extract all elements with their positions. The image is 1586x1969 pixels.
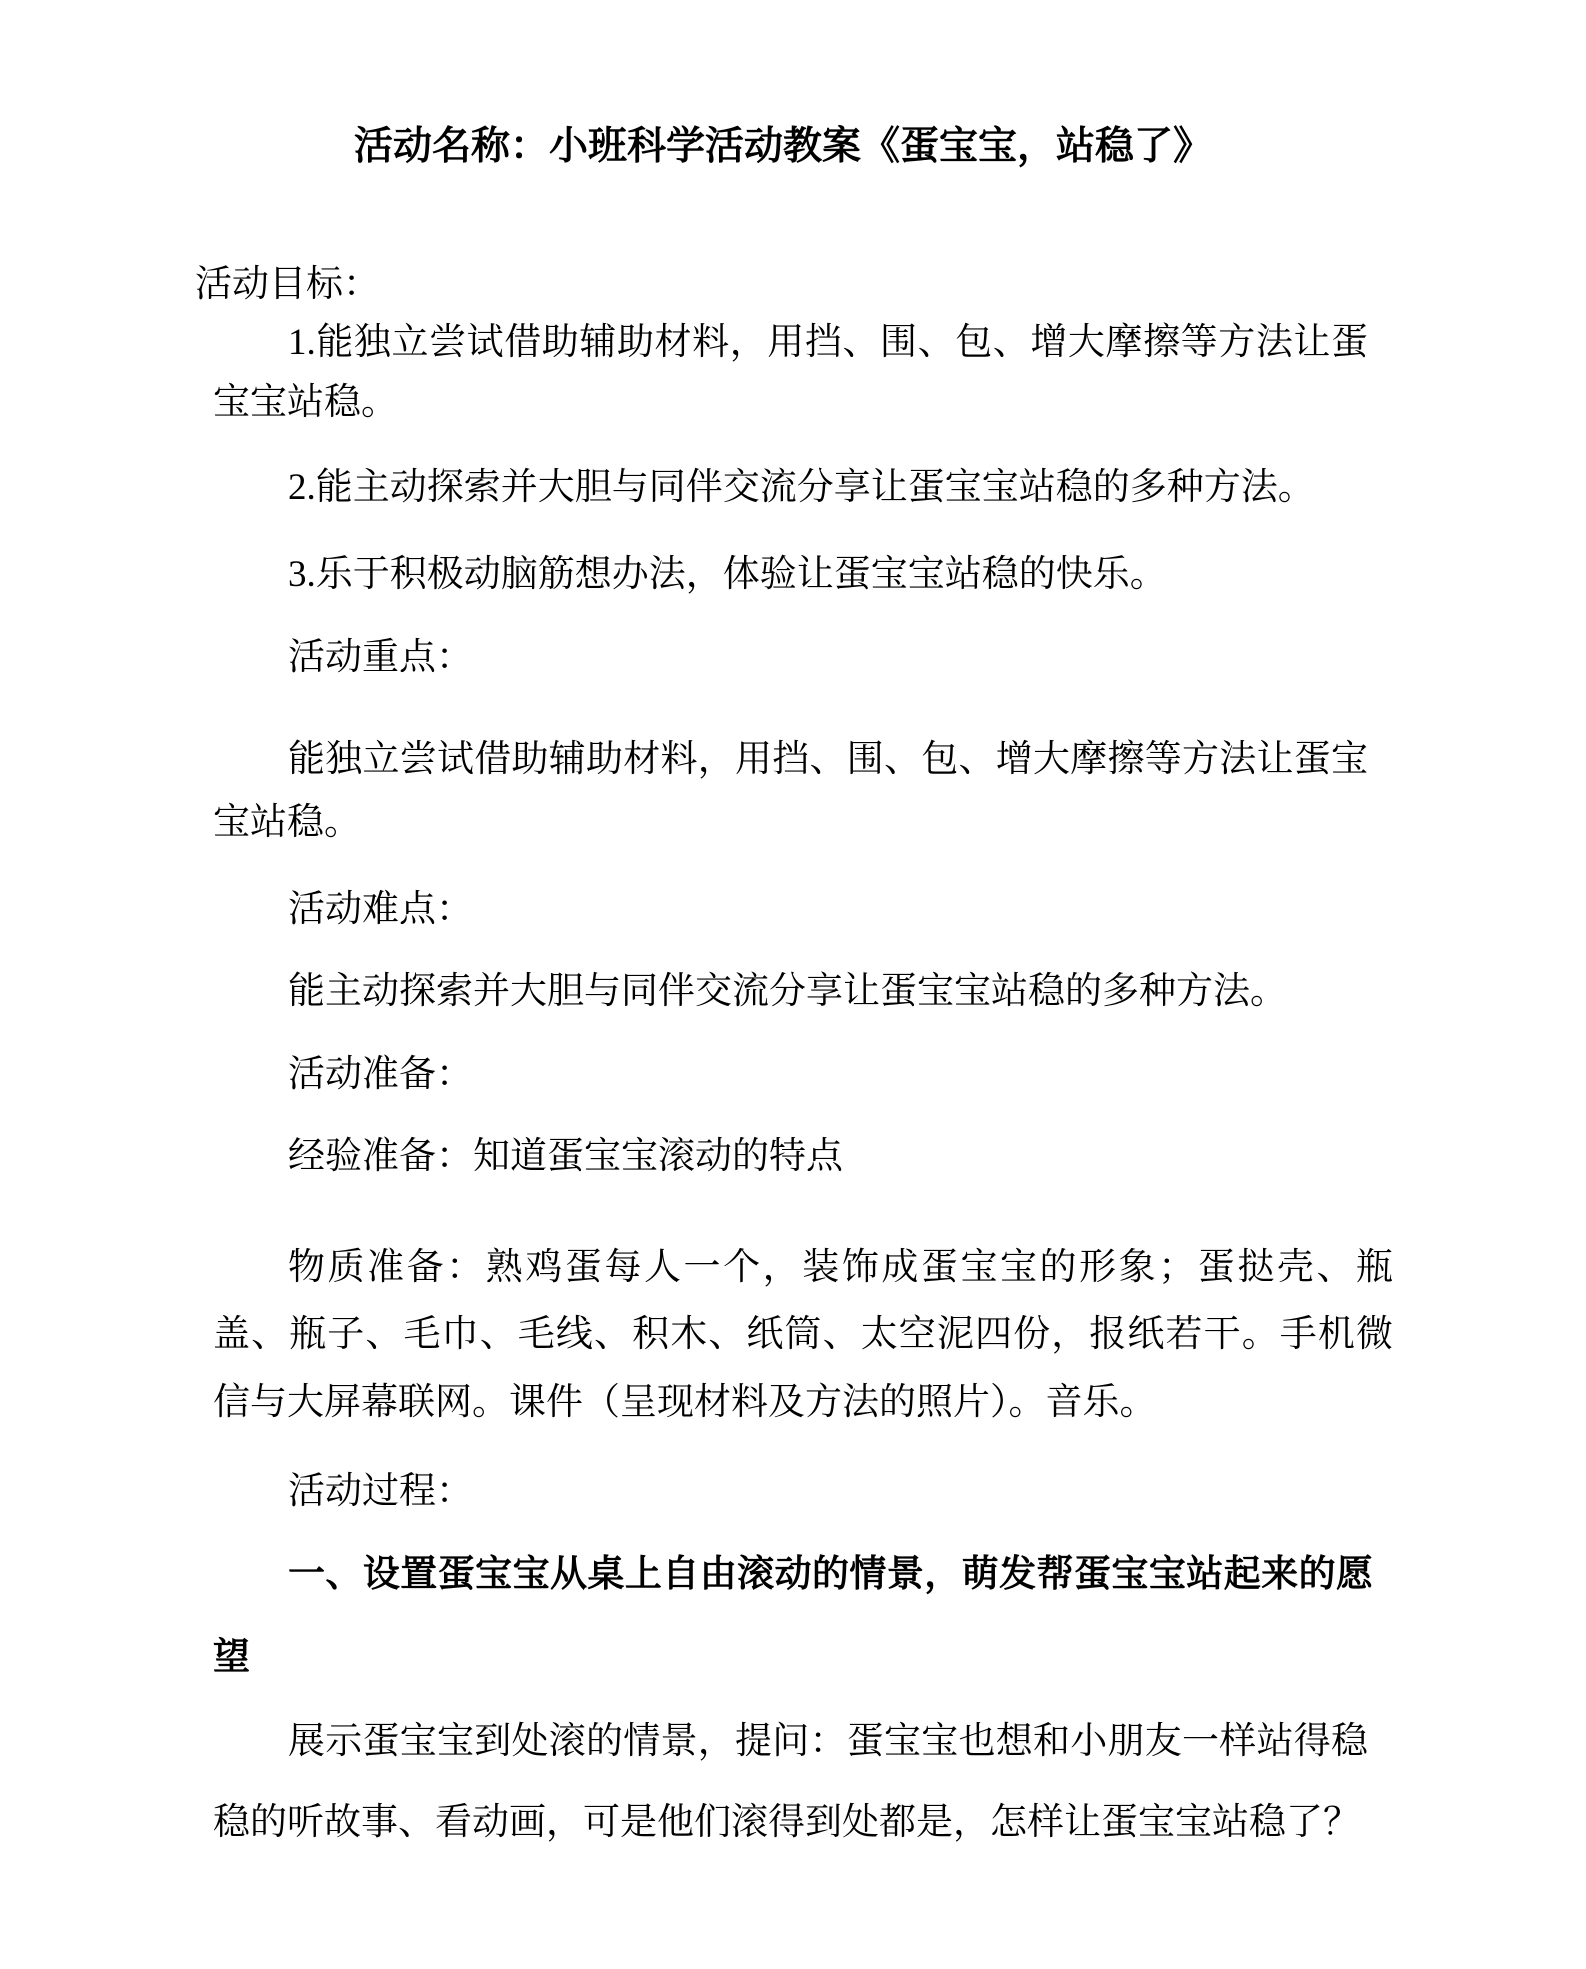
difficulty-heading: 活动难点：	[288, 889, 473, 930]
key-point-line-2: 宝站稳。	[213, 802, 361, 843]
materials-line-1: 物质准备：熟鸡蛋每人一个，装饰成蛋宝宝的形象；蛋挞壳、瓶	[288, 1247, 1393, 1288]
goal-3: 3.乐于积极动脑筋想办法，体验让蛋宝宝站稳的快乐。	[288, 554, 1167, 595]
experience-preparation: 经验准备：知道蛋宝宝滚动的特点	[288, 1136, 843, 1177]
section-1-line-1: 展示蛋宝宝到处滚的情景，提问：蛋宝宝也想和小朋友一样站得稳	[288, 1721, 1368, 1762]
materials-line-3: 信与大屏幕联网。课件（呈现材料及方法的照片）。音乐。	[213, 1382, 1157, 1423]
key-point-line-1: 能独立尝试借助辅助材料，用挡、围、包、增大摩擦等方法让蛋宝	[288, 739, 1368, 780]
difficulty-line-1: 能主动探索并大胆与同伴交流分享让蛋宝宝站稳的多种方法。	[288, 971, 1287, 1012]
key-point-heading: 活动重点：	[288, 637, 473, 678]
goal-1-line-1: 1.能独立尝试借助辅助材料，用挡、围、包、增大摩擦等方法让蛋	[288, 322, 1368, 363]
section-1-heading-line-2: 望	[213, 1637, 250, 1678]
goal-1-line-2: 宝宝站稳。	[213, 382, 398, 423]
section-1-line-2: 稳的听故事、看动画，可是他们滚得到处都是，怎样让蛋宝宝站稳了？	[213, 1802, 1360, 1843]
document-title: 活动名称：小班科学活动教案《蛋宝宝，站稳了》	[353, 125, 1212, 168]
goal-2: 2.能主动探索并大胆与同伴交流分享让蛋宝宝站稳的多种方法。	[288, 467, 1315, 508]
materials-line-2: 盖、瓶子、毛巾、毛线、积木、纸筒、太空泥四份，报纸若干。手机微	[213, 1314, 1393, 1355]
section-1-heading-line-1: 一、设置蛋宝宝从桌上自由滚动的情景，萌发帮蛋宝宝站起来的愿	[288, 1554, 1373, 1595]
preparation-heading: 活动准备：	[288, 1054, 473, 1095]
goals-heading: 活动目标：	[195, 264, 380, 305]
process-heading: 活动过程：	[288, 1471, 473, 1512]
